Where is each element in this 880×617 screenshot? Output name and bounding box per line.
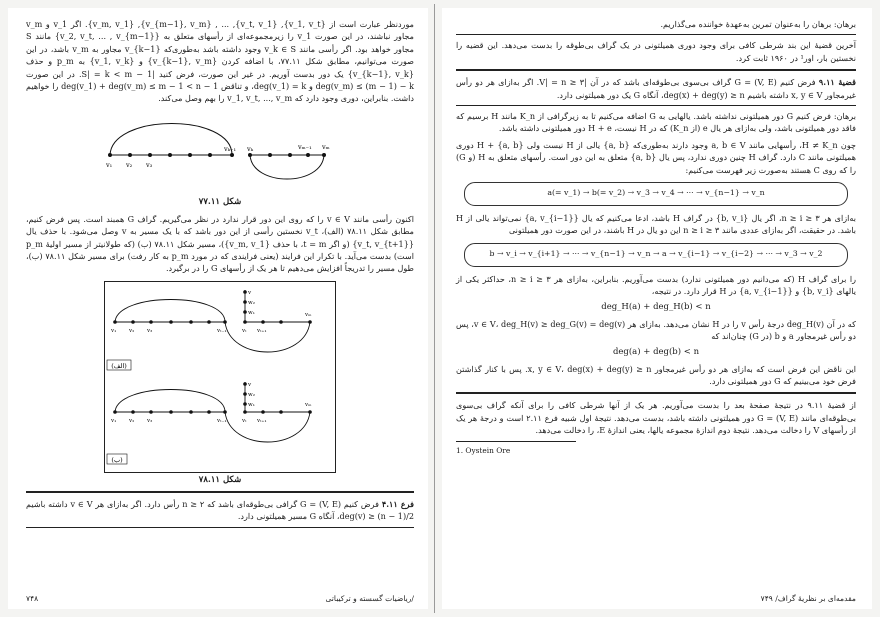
figure-78-caption: شکل ۷۸.۱۱ — [198, 474, 242, 485]
svg-text:vₜ₋₁: vₜ₋₁ — [217, 417, 227, 424]
closing-paragraph: از قضیهٔ ۹.۱۱ در نتیجهٔ صفحهٔ بعد را بدست می‌آوریم. هر یک از آنها شرطی کافی را برای آنکه گراف بی‌سوی بی‌طوقه‌ای مانند G = (V, E) دور همیلتونی داشته باشد، بدست می‌دهد. نتیجهٔ اول شبیه فرع ۲.۱۱ است و درجهٔ هر یک از رأسهای V را دخالت می‌دهد. نتیجهٔ دوم اندازهٔ مجموعه یالها، یعنی اندازهٔ E، را دخالت می‌دهد. — [456, 400, 856, 436]
svg-text:w₂: w₂ — [248, 299, 255, 306]
theorem-title: قضیهٔ ۹.۱۱ — [818, 77, 856, 88]
corollary-rule-bottom — [26, 527, 414, 528]
right-footer — [456, 594, 856, 603]
corollary-rule-top — [26, 491, 414, 493]
proof-paragraph-5: که در آن deg_H(v) درجهٔ رأس v را در H نشان می‌دهد. به‌ازای هر v ∈ V، deg_H(v) ≥ deg_G(v) = deg(v)، پس دو رأس غیرمجاور a و b (در G) چنان‌اند که — [456, 318, 856, 342]
footnote: 1. Oystein Ore — [456, 445, 511, 455]
left-paragraph-2: اکنون رأسی مانند v ∈ V را که روی این دور قرار ندارد در نظر می‌گیریم. گراف G همبند است. پس فرض کنیم، مطابق شکل ۷۸.۱۱ (الف)، v_t نخستین رأسی از این دور باشد که با یک مسیر به v وصل می‌شود. با حذف یال {v_t, v_{t+1}} (و اگر t = m، با حذف {v_m, v_1})، مسیر شکل ۷۸.۱۱ (ب) (که طولانیتر از مسیر اولیهٔ p_m است) بدست می‌آید. با تکرار این فرایند (یعنی فرایندی که در مورد p_m به کار رفت) برای مسیر شکل ۷۸.۱۱ (ب)، طول مسیر را تدریجاً افزایش می‌دهیم تا هر یک از رأسهای G را در برگیرد. — [26, 213, 414, 274]
proof-paragraph-2: چون H ≠ K_n، رأسهایی مانند a, b ∈ V وجود دارند به‌طوری‌که {a, b} یالی از H نیست ولی H + {a, b} دوری همیلتونی مانند C دارد. گراف H چنین دوری ندارد، پس یال {a, b} متعلق به این دور است. رأسهای متعلق به H (و G) را که روی C هستند به‌صورت زیر فهرست می‌کنیم: — [456, 139, 856, 175]
left-footer-title: /ریاضیات گسسته و ترکیباتی — [325, 594, 414, 603]
svg-text:v₁: v₁ — [111, 417, 117, 424]
svg-text:v: v — [248, 381, 252, 388]
svg-text:vₘ₋₁: vₘ₋₁ — [298, 142, 312, 151]
svg-text:w₁: w₁ — [248, 309, 255, 316]
left-page — [8, 8, 428, 609]
svg-text:v: v — [248, 289, 252, 296]
proof-paragraph-6: این ناقض این فرض است که به‌ازای هر دو رأس غیرمجاور x, y ∈ V، deg(x) + deg(y) ≥ n. پس با کنار گذاشتن فرض خود می‌بینیم که G دور همیلتونی دارد. — [456, 363, 857, 386]
svg-text:v₃: v₃ — [147, 417, 153, 424]
hamilton-cycle-chain-2 — [464, 243, 848, 267]
right-page — [442, 8, 872, 609]
svg-text:vₘ: vₘ — [322, 142, 330, 151]
intro-rule — [456, 34, 856, 35]
svg-text:vₜ₊₁: vₜ₊₁ — [257, 327, 267, 334]
svg-text:v₂: v₂ — [126, 160, 133, 169]
figure-78-label-b: (ب) — [111, 455, 123, 464]
svg-text:v₃: v₃ — [146, 160, 153, 169]
footnote-rule — [456, 441, 576, 442]
svg-text:v₃: v₃ — [147, 327, 153, 334]
equation-1: deg_H(a) + deg_H(b) < n — [601, 301, 711, 312]
svg-text:vₘ: vₘ — [305, 311, 312, 318]
svg-text:vₜ₋₁: vₜ₋₁ — [217, 327, 227, 334]
svg-text:vₜ: vₜ — [242, 327, 247, 334]
svg-text:vₜ: vₜ — [242, 417, 247, 424]
proof-paragraph-3: به‌ازای هر n ≥ i ≥ ۳، اگر یال {b, v_i} در گراف H باشد، ادعا می‌کنیم که یال {a, v_{i−1}} نمی‌تواند یالی از H باشد. در حقیقت، اگر به‌ازای عددی مانند n ≥ i ≥ ۳ این دو یال در H باشند، در این صورت دور همیلتونی — [456, 213, 856, 236]
corollary-text: فرض کنیم G = (V, E) گرافی بی‌طوقه‌ای باشد که n ≥ ۲ رأس دارد. اگر به‌ازای هر v ∈ V داشته باشیم deg(v) ≥ (n − 1)/2، آنگاه G مسیر همیلتونی دارد. — [26, 498, 414, 522]
proof-paragraph-1: برهان: فرض کنیم G دور همیلتونی نداشته باشد. یالهایی به G اضافه می‌کنیم تا به زیرگرافی از K_n مانند H برسیم که فاقد دور همیلتونی باشد، ولی به‌ازای هر یال e (از K_n) که در H نیست، H + e دور همیلتونی داشته باشد. — [456, 111, 857, 134]
left-paragraph-1: موردنظر عبارت است از {v_1, v_t}, {v_t, v_1}, ... , {v_{m−1}, v_m}, {v_m, v_1}. اگر v_1 و v_m مجاور نباشند، در این صورت v_1 را زیرمجموعه‌ای از رأسهای متعلق به {v_2, v_t, ... , v_{m−1}} مانند S مجاور خواهد بود. اگر رأسی مانند v_k ∈ S وجود داشته باشد به‌طوری‌که v_{k−1} مجاور به v_m باشد، در این صورت می‌توانیم، مطابق شکل ۷۷.۱۱، با اضافه کردن {v_{k−1}, v_m} و {v_1, v_k} به p_m و حذف {v_{k−1}, v_k} یک دور بدست آوریم. در غیر این صورت، فرض کنید |S| = k < m − 1. در این صورت deg(v_m) ≤ (m − 1) − k و deg(v_1) = k، و تناقض deg(v_1) + deg(v_m) ≤ m − 1 < n − 1 را خواهیم داشت. بنابراین، دوری وجود دارد که v_1, v_t, ..., v_m را بهم وصل می‌کند. — [26, 19, 414, 104]
theorem-rule-bottom — [456, 105, 856, 106]
book-spine — [434, 4, 435, 613]
left-page-number: ۷۴۸ — [26, 594, 39, 603]
svg-text:w₁: w₁ — [248, 401, 255, 408]
left-footer — [26, 594, 414, 603]
svg-text:w₂: w₂ — [248, 391, 255, 398]
corollary — [26, 498, 414, 523]
proof-intro: برهان: برهان را به‌عنوان تمرین به‌عهدهٔ خواننده می‌گذاریم. — [660, 19, 856, 29]
theorem-text: فرض کنیم G = (V, E) گراف بی‌سوی بی‌طوقه‌ای باشد که در آن |V| = n ≥ ۳. اگر به‌ازای هر دو رأس غیرمجاور x, y ∈ V داشته باشیم deg(x) + deg(y) ≥ n، آنگاه G یک دور همیلتونی دارد. — [456, 77, 856, 100]
theorem-rule-top — [456, 69, 856, 71]
theorem — [456, 76, 856, 101]
svg-text:vₖ: vₖ — [247, 144, 254, 153]
chain-1-text: a(= v_1) → b(= v_2) → v_3 → v_4 → ··· → v_{n−1} → v_n — [547, 188, 765, 198]
closing-rule — [456, 392, 856, 394]
right-footer-title: مقدمه‌ای بر نظریهٔ گراف/ — [775, 594, 856, 603]
svg-text:v₂: v₂ — [129, 417, 135, 424]
figure-78-box — [104, 281, 336, 473]
chain-2-text: b → v_i → v_{i+1} → ··· → v_{n−1} → v_n → a → v_{i−1} → v_{i−2} → ··· → v_3 → v_2 — [489, 248, 823, 258]
figure-78-diagram — [105, 282, 335, 472]
hamilton-cycle-chain-1 — [464, 182, 848, 206]
right-page-number: ۷۴۹ — [760, 594, 773, 603]
svg-text:v₂: v₂ — [129, 327, 135, 334]
svg-text:v₁: v₁ — [106, 160, 113, 169]
figure-77-diagram — [100, 109, 340, 195]
intro-paragraph: آخرین قضیهٔ این بند شرطی کافی برای وجود دوری همیلتونی در یک گراف بی‌طوقه را بدست می‌دهد. این قضیه را نخستین بار، اور¹ در ۱۹۶۰ ثابت کرد. — [456, 40, 856, 63]
equation-2: deg(a) + deg(b) < n — [612, 346, 700, 357]
corollary-title: فرع ۴.۱۱ — [381, 498, 414, 509]
svg-text:vₖ₋₁: vₖ₋₁ — [224, 144, 237, 153]
svg-text:vₘ: vₘ — [305, 401, 312, 408]
figure-78-label-a: (الف) — [111, 361, 127, 370]
svg-text:vₜ₊₁: vₜ₊₁ — [257, 417, 267, 424]
svg-text:v₁: v₁ — [111, 327, 117, 334]
proof-paragraph-4: را برای گراف H (که می‌دانیم دور همیلتونی ندارد) بدست می‌آوریم. بنابراین، به‌ازای هر n ≥ i ≥ ۳، حداکثر یکی از یالهای {b, v_i} و {a, v_{i−1}} در H قرار دارد. در نتیجه، — [456, 273, 856, 297]
figure-77-caption: شکل ۷۷.۱۱ — [198, 196, 242, 207]
